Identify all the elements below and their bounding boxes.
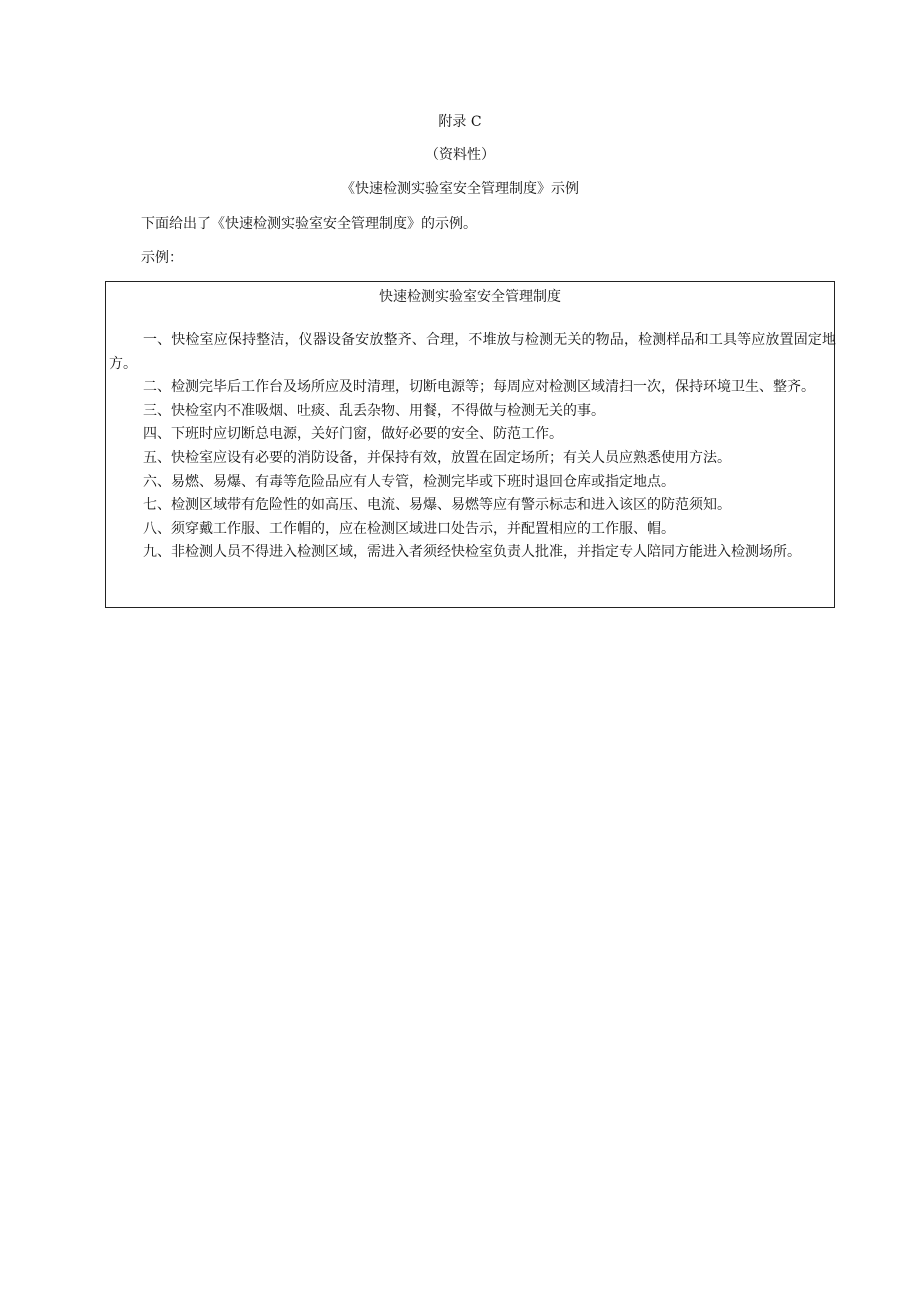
- rule-item: 一、快检室应保持整洁，仪器设备安放整齐、合理，不堆放与检测无关的物品，检测样品和工具等应放置固定地方。: [109, 332, 836, 372]
- example-box-title: 快速检测实验室安全管理制度: [379, 289, 561, 305]
- appendix-type: （资料性）: [425, 147, 495, 163]
- rule-item: 六、易燃、易爆、有毒等危险品应有人专管，检测完毕或下班时退回仓库或指定地点。: [143, 473, 675, 490]
- intro-text: 下面给出了《快速检测实验室安全管理制度》的示例。: [141, 216, 477, 232]
- rule-item: 二、检测完毕后工作台及场所应及时清理，切断电源等；每周应对检测区域清扫一次，保持环境卫生、整齐。: [143, 379, 815, 396]
- rule-item: 四、下班时应切断总电源，关好门窗，做好必要的安全、防范工作。: [143, 426, 563, 443]
- rules-list: [109, 329, 836, 565]
- rule-item: 七、检测区域带有危险性的如高压、电流、易爆、易燃等应有警示标志和进入该区的防范须知。: [143, 497, 731, 514]
- rule-item: 八、须穿戴工作服、工作帽的，应在检测区域进口处告示，并配置相应的工作服、帽。: [143, 520, 675, 537]
- appendix-subject: 《快速检测实验室安全管理制度》示例: [341, 181, 579, 197]
- appendix-title: 附录 C: [438, 114, 482, 130]
- rule-item: 三、快检室内不准吸烟、吐痰、乱丢杂物、用餐，不得做与检测无关的事。: [143, 402, 605, 419]
- rule-item: 九、非检测人员不得进入检测区域，需进入者须经快检室负责人批准，并指定专人陪同方能进入检测场所。: [143, 544, 801, 561]
- example-label: 示例：: [141, 250, 183, 266]
- rule-item: 五、快检室应设有必要的消防设备，并保持有效，放置在固定场所；有关人员应熟悉使用方法。: [143, 449, 731, 466]
- example-box: [105, 281, 835, 608]
